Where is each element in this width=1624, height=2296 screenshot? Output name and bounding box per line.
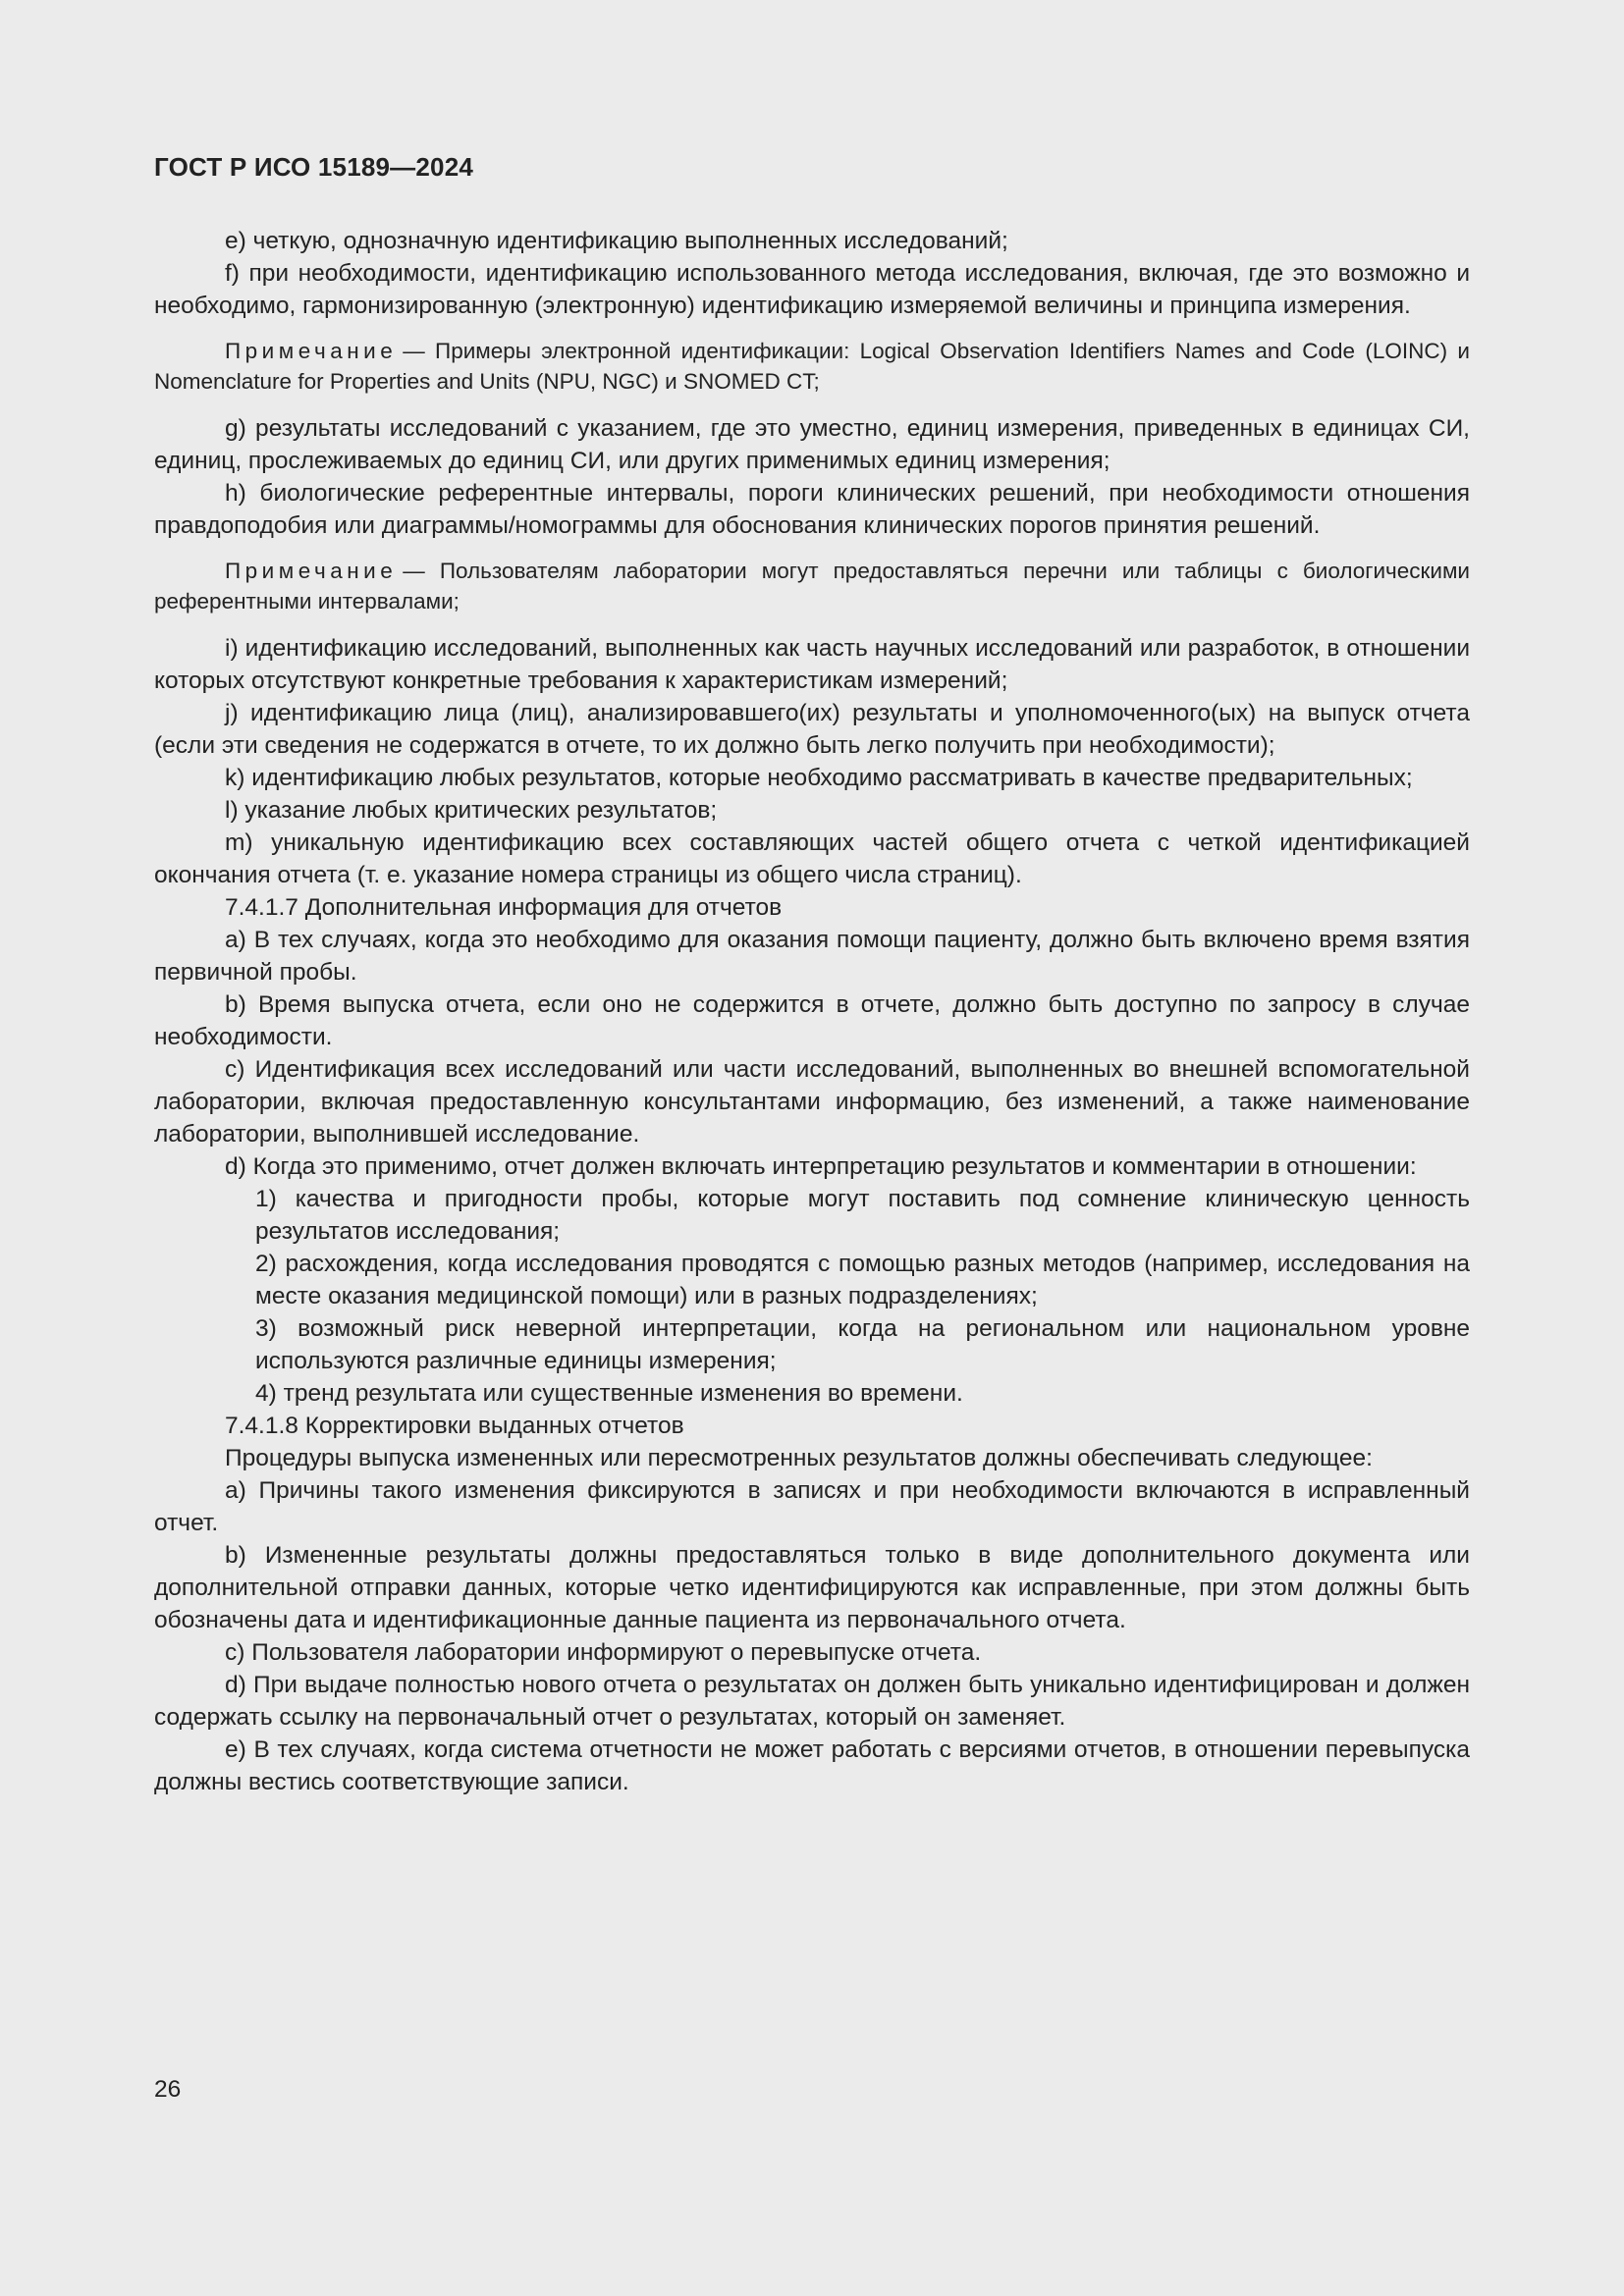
list-item-g: g) результаты исследований с указанием, где это уместно, единиц измерения, приведенных в единицах СИ, единиц, прослеживаемых до единиц СИ, или других применимых единиц измерения; (154, 415, 1470, 474)
note-text: — Пользователям лаборатории могут предоставляться перечни или таблицы с биологическими референтными интервалами; (154, 559, 1470, 614)
note-text: — Примеры электронной идентификации: Logical Observation Identifiers Names and Code (LOINC) и Nomenclature for Properties and Units (NPU, NGC) и SNOMED CT; (154, 339, 1470, 394)
page-number: 26 (154, 2076, 182, 2103)
section-7-4-1-8-item-a: а) Причины такого изменения фиксируются в записях и при необходимости включаются в исправленный отчет. (154, 1477, 1470, 1536)
section-7-4-1-8-item-b: b) Измененные результаты должны предоставляться только в виде дополнительного документа или дополнительной отправки данных, которые четко идентифицируются как исправленные, при этом должны быть обозначены дата и идентификационные данные пациента из первоначального отчета. (154, 1542, 1470, 1633)
sub-item-2: 2) расхождения, когда исследования проводятся с помощью разных методов (например, исследования на месте оказания медицинской помощи) или в разных подразделениях; (255, 1251, 1470, 1309)
note-electronic-identification (154, 336, 1470, 397)
sub-item-4: 4) тренд результата или существенные изменения во времени. (255, 1380, 963, 1407)
section-7-4-1-8-item-e: е) В тех случаях, когда система отчетности не может работать с версиями отчетов, в отношении перевыпуска должны вестись соответствующие записи. (154, 1736, 1470, 1795)
list-item-f: f) при необходимости, идентификацию использованного метода исследования, включая, где это возможно и необходимо, гармонизированную (электронную) идентификацию измеряемой величины и принципа измерения. (154, 260, 1470, 319)
section-title-7-4-1-7: 7.4.1.7 Дополнительная информация для отчетов (225, 894, 783, 921)
list-item-l: l) указание любых критических результатов; (225, 797, 718, 824)
note-reference-intervals (154, 556, 1470, 616)
section-7-4-1-7-item-a: а) В тех случаях, когда это необходимо для оказания помощи пациенту, должно быть включено время взятия первичной пробы. (154, 927, 1470, 986)
list-item-h: h) биологические референтные интервалы, пороги клинических решений, при необходимости отношения правдоподобия или диаграммы/номограммы для обоснования клинических порогов принятия решений. (154, 480, 1470, 539)
list-item-j: j) идентификацию лица (лиц), анализировавшего(их) результаты и уполномоченного(ых) на выпуск отчета (если эти сведения не содержатся в отчете, то их должно быть легко получить при необходимости); (154, 700, 1470, 759)
section-title-7-4-1-8: 7.4.1.8 Корректировки выданных отчетов (225, 1413, 684, 1439)
list-item-m: m) уникальную идентификацию всех составляющих частей общего отчета с четкой идентификацией окончания отчета (т. е. указание номера страницы из общего числа страниц). (154, 829, 1470, 888)
section-7-4-1-8-item-d: d) При выдаче полностью нового отчета о результатах он должен быть уникально идентифицирован и должен содержать ссылку на первоначальный отчет о результатах, который он заменяет. (154, 1672, 1470, 1731)
sub-item-1: 1) качества и пригодности пробы, которые могут поставить под сомнение клиническую ценность результатов исследования; (255, 1186, 1470, 1245)
list-item-e: е) четкую, однозначную идентификацию выполненных исследований; (225, 228, 1008, 254)
section-7-4-1-7-item-d: d) Когда это применимо, отчет должен включать интерпретацию результатов и комментарии в отношении: (225, 1153, 1417, 1180)
note-label: Примечание (225, 559, 398, 583)
section-7-4-1-8-intro: Процедуры выпуска измененных или пересмотренных результатов должны обеспечивать следующее: (225, 1445, 1373, 1471)
sub-item-3: 3) возможный риск неверной интерпретации, когда на региональном или национальном уровне используются различные единицы измерения; (255, 1315, 1470, 1374)
document-body (154, 225, 1470, 1798)
list-item-i: i) идентификацию исследований, выполненных как часть научных исследований или разработок, в отношении которых отсутствуют конкретные требования к характеристикам измерений; (154, 635, 1470, 694)
section-7-4-1-7-item-c: с) Идентификация всех исследований или части исследований, выполненных во внешней вспомогательной лаборатории, включая предоставленную консультантами информацию, без изменений, а также наименование лаборатории, выполнившей исследование. (154, 1056, 1470, 1148)
document-header: ГОСТ Р ИСО 15189—2024 (154, 152, 474, 182)
section-7-4-1-8-item-c: с) Пользователя лаборатории информируют о перевыпуске отчета. (225, 1639, 982, 1666)
note-label: Примечание (225, 339, 398, 363)
list-item-k: k) идентификацию любых результатов, которые необходимо рассматривать в качестве предварительных; (225, 765, 1413, 791)
section-7-4-1-7-item-b: b) Время выпуска отчета, если оно не содержится в отчете, должно быть доступно по запросу в случае необходимости. (154, 991, 1470, 1050)
